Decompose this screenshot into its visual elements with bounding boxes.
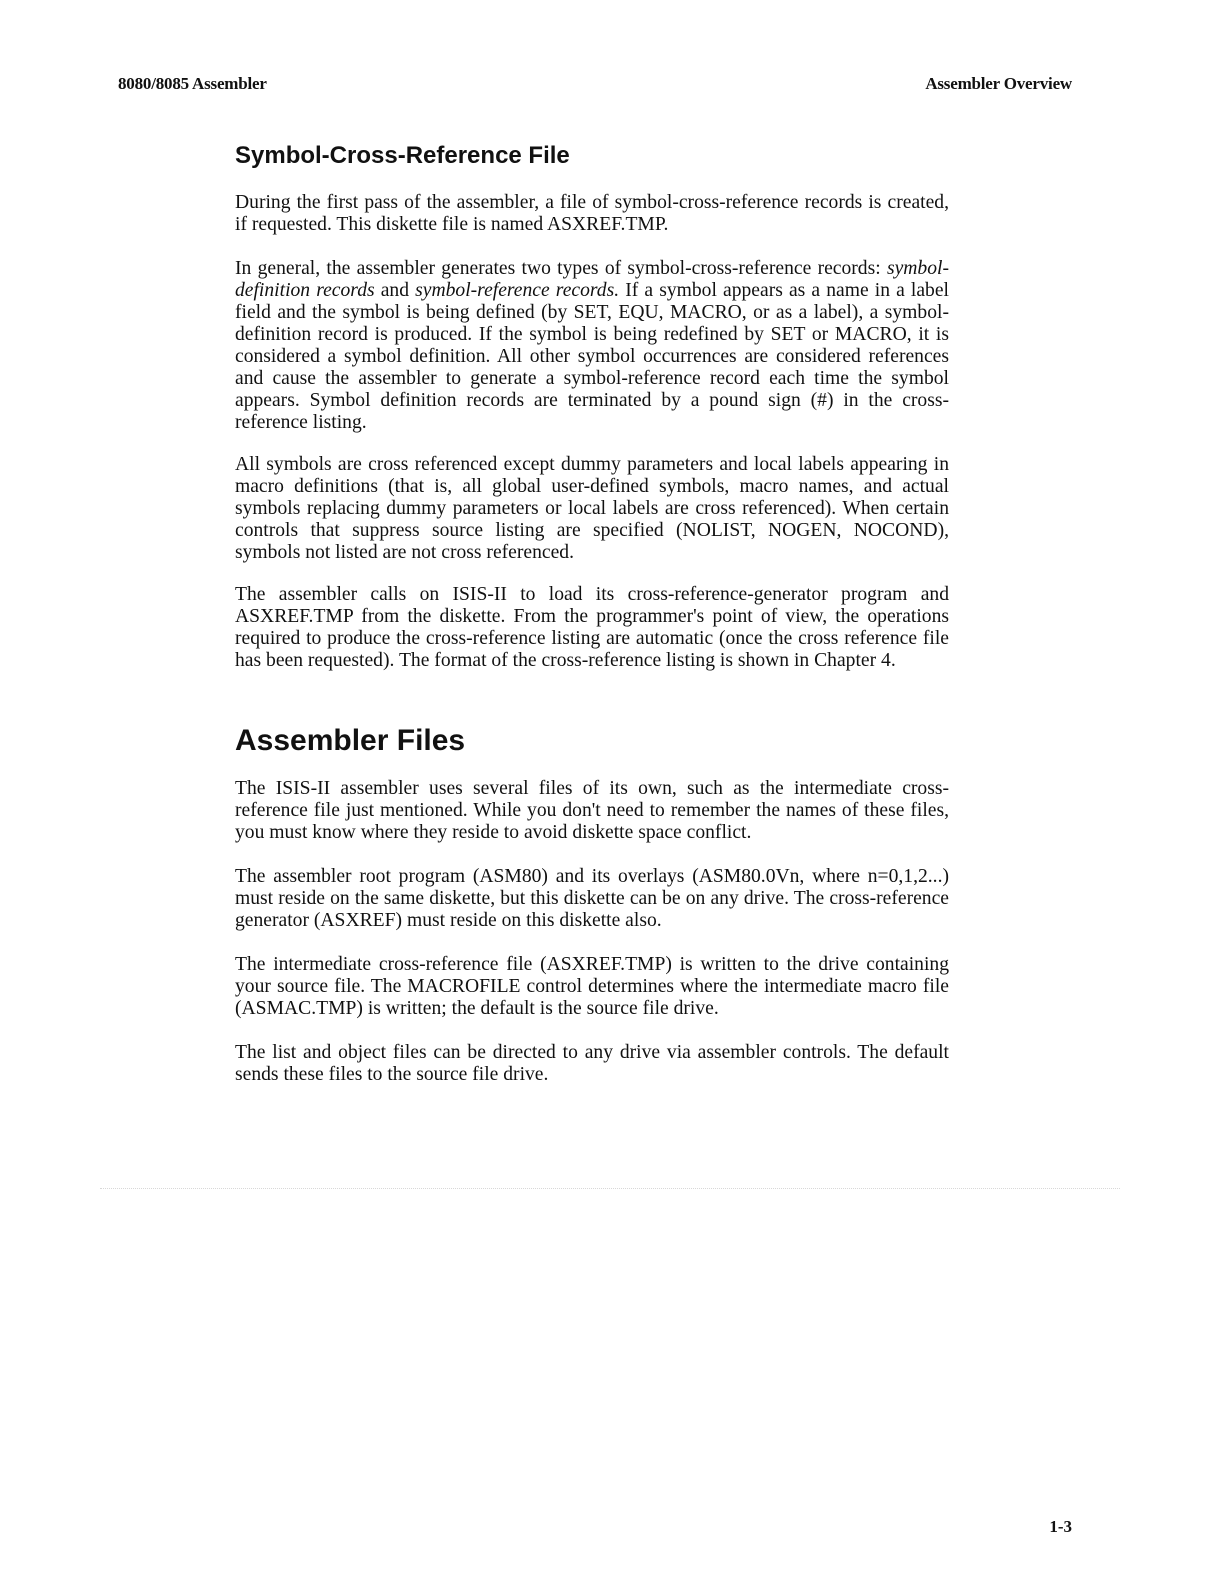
paragraph-text: and: [374, 280, 416, 301]
paragraph: All symbols are cross referenced except dummy parameters and local labels appearing in macro definitions (that is, all global user-defined symbols, macro names, and actual symbols replacing dummy parameters or local labels are cross referenced). When certain controls that suppress source listing are specified (NOLIST, NOGEN, NOCOND), symbols not listed are not cross referenced.: [235, 454, 949, 563]
paragraph-text: If a symbol appears as a name in a label field and the symbol is being defined (by SET, EQU, MACRO, or as a label), a symbol-definition record is produced. If the symbol is being redefined by SET or MACRO, it is considered a symbol definition. All other symbol occurrences are considered references and cause the assembler to generate a symbol-reference record each time the symbol appears. Symbol definition records are terminated by a pound sign (#) in the cross-reference listing.: [235, 280, 949, 433]
paragraph: [235, 258, 949, 434]
paragraph: The ISIS-II assembler uses several files of its own, such as the intermediate cross-reference file just mentioned. While you don't need to remember the names of these files, you must know where they reside to avoid diskette space conflict.: [235, 778, 949, 843]
paragraph: During the first pass of the assembler, a file of symbol-cross-reference records is created, if requested. This diskette file is named ASXREF.TMP.: [235, 192, 949, 235]
paragraph: The assembler root program (ASM80) and its overlays (ASM80.0Vn, where n=0,1,2...) must reside on the same diskette, but this diskette can be on any drive. The cross-reference generator (ASXREF) must reside on this diskette also.: [235, 866, 949, 931]
scan-artifact-divider: [100, 1188, 1120, 1189]
emphasis-term: symbol-reference records.: [415, 280, 620, 301]
paragraph-text: In general, the assembler generates two types of symbol-cross-reference records:: [235, 258, 887, 279]
running-header-left: 8080/8085 Assembler: [118, 74, 267, 93]
emphasis-term: symbol-definition records: [235, 258, 949, 301]
section-heading-assembler-files: Assembler Files: [235, 724, 466, 757]
running-header-right: Assembler Overview: [925, 74, 1072, 93]
paragraph: The intermediate cross-reference file (ASXREF.TMP) is written to the drive containing your source file. The MACROFILE control determines where the intermediate macro file (ASMAC.TMP) is written; the default is the source file drive.: [235, 954, 949, 1019]
paragraph: The list and object files can be directed to any drive via assembler controls. The default sends these files to the source file drive.: [235, 1042, 949, 1085]
paragraph: The assembler calls on ISIS-II to load its cross-reference-generator program and ASXREF.TMP from the diskette. From the programmer's point of view, the operations required to produce the cross-reference listing are automatic (once the cross reference file has been requested). The format of the cross-reference listing is shown in Chapter 4.: [235, 584, 949, 671]
page-number: 1-3: [1049, 1517, 1072, 1536]
section-heading-symbol-cross-reference-file: Symbol-Cross-Reference File: [235, 142, 570, 169]
